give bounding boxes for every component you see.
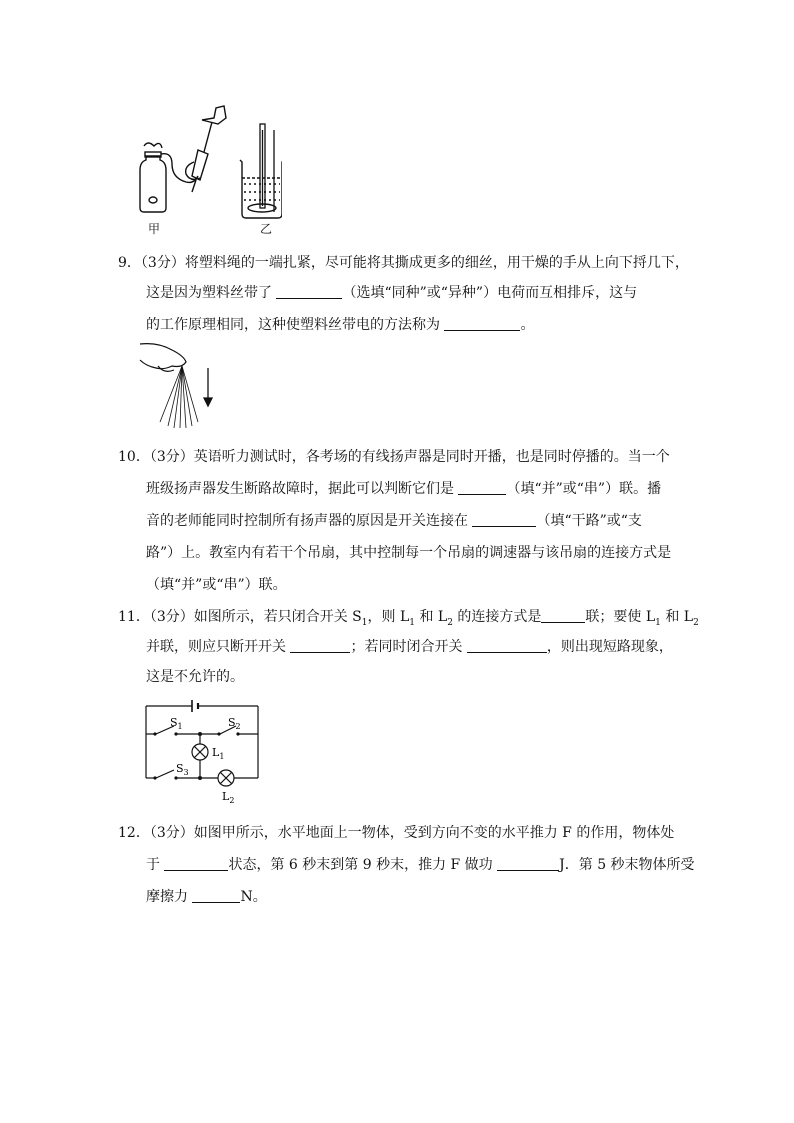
- answer-blank[interactable]: [458, 480, 506, 495]
- question-text: 英语听力测试时，各考场的有线扬声器是同时开播，也是同时停播的。当一个: [193, 449, 670, 465]
- answer-blank[interactable]: [467, 638, 547, 653]
- lamp-l2-icon: [218, 770, 234, 786]
- question-number: 12．（3分）: [118, 825, 194, 841]
- question-text: 这是因为塑料丝带了: [146, 285, 277, 301]
- figure-label-jia: 甲: [148, 222, 161, 236]
- figure-label-yi: 乙: [260, 222, 273, 236]
- answer-blank[interactable]: [192, 888, 240, 903]
- label-s2: $S_2$: [228, 716, 241, 731]
- page: 甲 乙 9．（3分）将塑料绳的一端扎紧，尽可能将其撕成更多的细丝，用干燥的手从上向下捋几下， 这是因为塑料丝带了 （选填“同种”或“异种”）电荷而互相排斥，这与 的工作原理相同，这种使塑料丝带电的方法称为 。 10．（3分）英语听力测试时，各考场的有线扬声器是同时开播，也是同时停播的。当一个 班级扬声器发生断路故障时，据此可以判断它们是 （填“并”或“串”）联。播 音的老师能同时控制所有扬声器的原因是开关连接在 （填“干路”或“支 路”）上。教室内有若干个吊扇，其中控制每一个吊扇的调速器与该吊扇的连接方式是 （填“并”或“串”）联。 11．（3分）如图所示，若只闭合开关 $S_1$，则 $L_1$ 和 $L_2$ 的连接方式是 联；要使 $L_1$ 和 $L_2$ 并联，则应只断开开关 ；若同时闭合开关 ，则出现短路现象， 这是不允许的。 $S_1$ $S_2$ $S_3$ $L_1$ $L_2$ 12．（3分）如图甲所示，水平地面上一物体，受到方向不变的水平推力 F 的作用，物体处 于 状态，第 6 秒末到第 9 秒末，推力 F 做功 J．第 5 秒末物体所受 摩擦力 N。: [0, 0, 794, 1123]
- question-text: 路”）上。教室内有若干个吊扇，其中控制每一个吊扇的调速器与该吊扇的连接方式是: [146, 545, 672, 561]
- figure-bottle-and-beaker: [132, 100, 282, 230]
- answer-blank[interactable]: [290, 638, 350, 653]
- label-l1: $L_1$: [212, 746, 225, 761]
- answer-blank[interactable]: [164, 856, 228, 871]
- question-number: 10．（3分）: [118, 449, 194, 465]
- label-l2: $L_2$: [222, 790, 235, 804]
- question-text: （填“并”或“串”）联。: [146, 577, 287, 593]
- question-text: 。: [520, 317, 535, 333]
- question-text: 这是不允许的。: [146, 669, 244, 685]
- question-text: 如图甲所示，水平地面上一物体，受到方向不变的水平推力 F 的作用，物体处: [193, 825, 675, 841]
- strings-icon: [160, 366, 198, 428]
- label-s3: $S_3$: [176, 762, 189, 777]
- answer-blank[interactable]: [444, 316, 520, 331]
- answer-blank[interactable]: [276, 284, 342, 299]
- question-text: 的工作原理相同，这种使塑料丝带电的方法称为: [146, 317, 445, 333]
- question-text: （填“干路”或“支: [536, 513, 642, 529]
- circuit-diagram: [140, 694, 270, 804]
- beaker-icon: [240, 160, 282, 218]
- hand-pump-icon: [186, 106, 226, 192]
- circuit-wires: [146, 700, 258, 778]
- question-text: 音的老师能同时控制所有扬声器的原因是开关连接在: [146, 513, 473, 529]
- thermometer-icon: [260, 124, 274, 212]
- answer-blank[interactable]: [497, 856, 559, 871]
- question-text: 将塑料绳的一端扎紧，尽可能将其撕成更多的细丝，用干燥的手从上向下捋几下，: [184, 255, 689, 271]
- hand-icon: [140, 344, 186, 372]
- question-number: 9．（3分）: [118, 255, 185, 271]
- answer-blank[interactable]: [472, 512, 536, 527]
- question-text: 班级扬声器发生断路故障时，据此可以判断它们是: [146, 481, 459, 497]
- lamp-l1-icon: [192, 744, 208, 760]
- question-text: （选填“同种”或“异种”）电荷而互相排斥，这与: [342, 285, 638, 301]
- arrow-down-icon: [204, 368, 212, 406]
- label-s1: $S_1$: [170, 716, 183, 731]
- question-number: 11．（3分）: [118, 609, 194, 625]
- question-text: （填“并”或“串”）联。播: [506, 481, 662, 497]
- answer-blank[interactable]: [541, 608, 585, 623]
- figure-plastic-strings: [138, 340, 218, 430]
